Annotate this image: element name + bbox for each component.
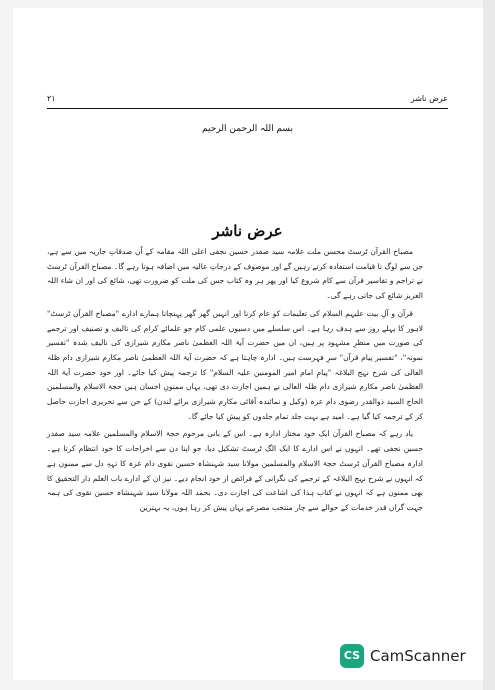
section-heading: عرض ناشر — [212, 222, 283, 240]
paragraph: یاد رہے کہ مصباح القرآن ایک خود مختار ادارہ ہے۔ اس کے بانی مرحوم حجۃ الاسلام والمسلمین علامہ سید صفدر حسین نجفی تھے۔ انہوں نے اس ادارے کا ایک الگ ٹرسٹ تشکیل دیا، جو اپنا دن سے اخراجات کا خود انتظام کرتا ہے۔ ادارہ مصباح القرآن ٹرسٹ حجۃ الاسلام والمسلمین مولانا سید شہنشاہ حسین نقوی دام عزہ کا تہہِ دل سے ممنون ہے کہ انہوں نے شرح نہج البلاغہ کے ترجمے کی نگرانی کے فرائض از خود انجام دیے۔ نیز ان کے ادارے باب العلم دار التحقیق کا بھی ممنون ہے کہ انہوں نے کتاب ہذا کی اشاعت کی اجازت دی۔ بحمد اللہ مولانا سید شہنشاہ حسین نقوی کی ہمہ جہت گراں قدر خدمات کے حوالے سے چار منتخب مصرعے یہاں پیش کر رہا ہوں، یہ بہترین — [47, 429, 423, 512]
camscanner-name: CamScanner — [370, 647, 466, 665]
bismillah: بسم اللہ الرحمن الرحیم — [202, 124, 293, 134]
page-edge — [483, 0, 495, 690]
body-text — [47, 245, 423, 516]
page-header — [47, 92, 448, 109]
paragraph: مصباح القرآن ٹرسٹ محسن ملت علامہ سید صفدر حسین نجفی اعلی اللہ مقامہ کے اُن صدقاتِ جاریہ میں سے ہے، جن سے لوگ تا قیامت استفادہ کرتے رہیں گے اور موصوف کے درجاتِ عالیہ میں اضافہ ہوتا رہے گا۔ مصباح القرآن ٹرسٹ نے تراجم و تفاسیر قرآن سے کام شروع کیا اور پھر ہر وہ کتاب جس کی ملت کو ضرورت تھی، شائع کی اور ان شاء اللہ العزیز شائع کی جاتی رہے گی۔ — [47, 247, 423, 301]
camscanner-logo-icon: CS — [340, 644, 364, 668]
camscanner-watermark — [340, 644, 480, 670]
running-title: عرض ناشر — [410, 94, 448, 103]
paragraph: قرآن و آلِ بیت علیہم السلام کی تعلیمات کو عام کرنا اور انہیں گھر گھر پہنچانا ہمارے ادارے "مصباح القرآن ٹرسٹ" لاہور کا پہلے روز سے ہدف رہا ہے۔ اس سلسلے میں دسیوں علمی کام جو علمائے کرام کی تالیف و تصنیف اور ترجمے کی صورت میں منظرِ مشہود پر ہیں، ان میں حضرت آیۃ اللہ العظمیٰ ناصر مکارم شیرازی کی تالیف شدہ "تفسیر نمونہ"، "تفسیر پیام قرآن" سرِ فہرست ہیں۔ ادارہ چاہتا ہے کہ حضرت آیۃ اللہ العظمیٰ ناصر مکارم شیرازی دام ظلہ العالی کی شرح نہج البلاغہ "پیامِ امام امیر المومنین علیہ السلام" کا ترجمہ پیش کیا جائے۔ اور خود حضرت آیۃ اللہ العظمیٰ ناصر مکارم شیرازی دام ظلہ العالی نے ہمیں اجازت دی تھی، یہاں ممنونِ احسان ہیں حجۃ الاسلام والمسلمین الحاج السید ذوالقدر رضوی دام عزہ (وکیل و نمائندہ آقائی مکارم شیرازی برائے لندن) کے جن سے تحریری اجازت حاصل کر کے ترجمہ کیا گیا ہے۔ امید ہے بہت جلد تمام جلدوں کو پیش کیا جائے گا۔ — [47, 308, 423, 421]
page-number: ٢١ — [47, 94, 56, 103]
